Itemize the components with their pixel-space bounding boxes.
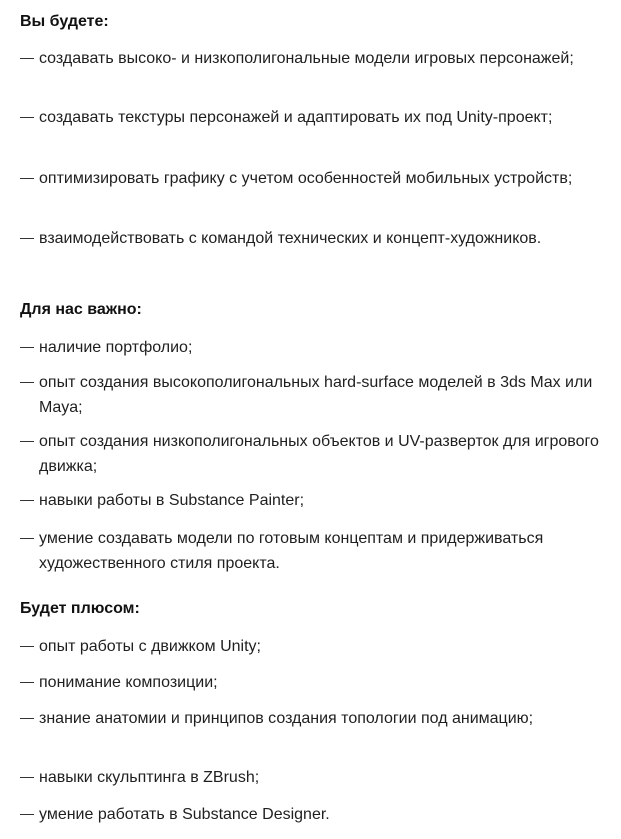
- list-item-text: оптимизировать графику с учетом особенностей мобильных устройств;: [39, 170, 573, 187]
- dash-bullet: [20, 382, 34, 383]
- dash-bullet: [20, 117, 34, 118]
- list-item-text: создавать текстуры персонажей и адаптировать их под Unity-проект;: [39, 109, 553, 126]
- dash-bullet: [20, 58, 34, 59]
- dash-bullet: [20, 682, 34, 683]
- section-heading-plus: Будет плюсом:: [20, 600, 140, 617]
- section-heading-important: Для нас важно:: [20, 301, 142, 318]
- dash-bullet: [20, 178, 34, 179]
- list-item: [20, 335, 600, 360]
- list-item-text: взаимодействовать с командой технических и концепт-художников.: [39, 230, 542, 247]
- list-item: [20, 105, 600, 130]
- list-item: [20, 802, 600, 827]
- dash-bullet: [20, 500, 34, 501]
- dash-bullet: [20, 718, 34, 719]
- list-item: [20, 226, 600, 251]
- dash-bullet: [20, 238, 34, 239]
- list-item-text: навыки скульптинга в ZBrush;: [39, 769, 260, 786]
- dash-bullet: [20, 777, 34, 778]
- dash-bullet: [20, 347, 34, 348]
- list-item: [20, 370, 600, 420]
- list-item-text: опыт создания низкополигональных объектов и UV-разверток для игрового движка;: [39, 433, 599, 475]
- list-item: [20, 166, 600, 191]
- dash-bullet: [20, 814, 34, 815]
- dash-bullet: [20, 441, 34, 442]
- list-item-text: опыт создания высокополигональных hard-surface моделей в 3ds Max или Maya;: [39, 374, 593, 416]
- list-item-text: наличие портфолио;: [39, 339, 193, 356]
- list-item-text: знание анатомии и принципов создания топологии под анимацию;: [39, 710, 534, 727]
- list-item: [20, 46, 600, 71]
- list-item: [20, 670, 600, 695]
- list-item-text: опыт работы с движком Unity;: [39, 638, 261, 655]
- list-item: [20, 634, 600, 659]
- list-item-text: понимание композиции;: [39, 674, 218, 691]
- list-item: [20, 706, 600, 731]
- dash-bullet: [20, 538, 34, 539]
- list-item: [20, 526, 600, 576]
- list-item-text: навыки работы в Substance Painter;: [39, 492, 305, 509]
- section-heading-you-will: Вы будете:: [20, 13, 109, 30]
- list-item: [20, 429, 600, 479]
- list-item-text: умение создавать модели по готовым концептам и придерживаться художественного стиля проекта.: [39, 530, 544, 572]
- dash-bullet: [20, 646, 34, 647]
- list-item: [20, 488, 600, 513]
- list-item: [20, 765, 600, 790]
- list-item-text: умение работать в Substance Designer.: [39, 806, 330, 823]
- list-item-text: создавать высоко- и низкополигональные модели игровых персонажей;: [39, 50, 574, 67]
